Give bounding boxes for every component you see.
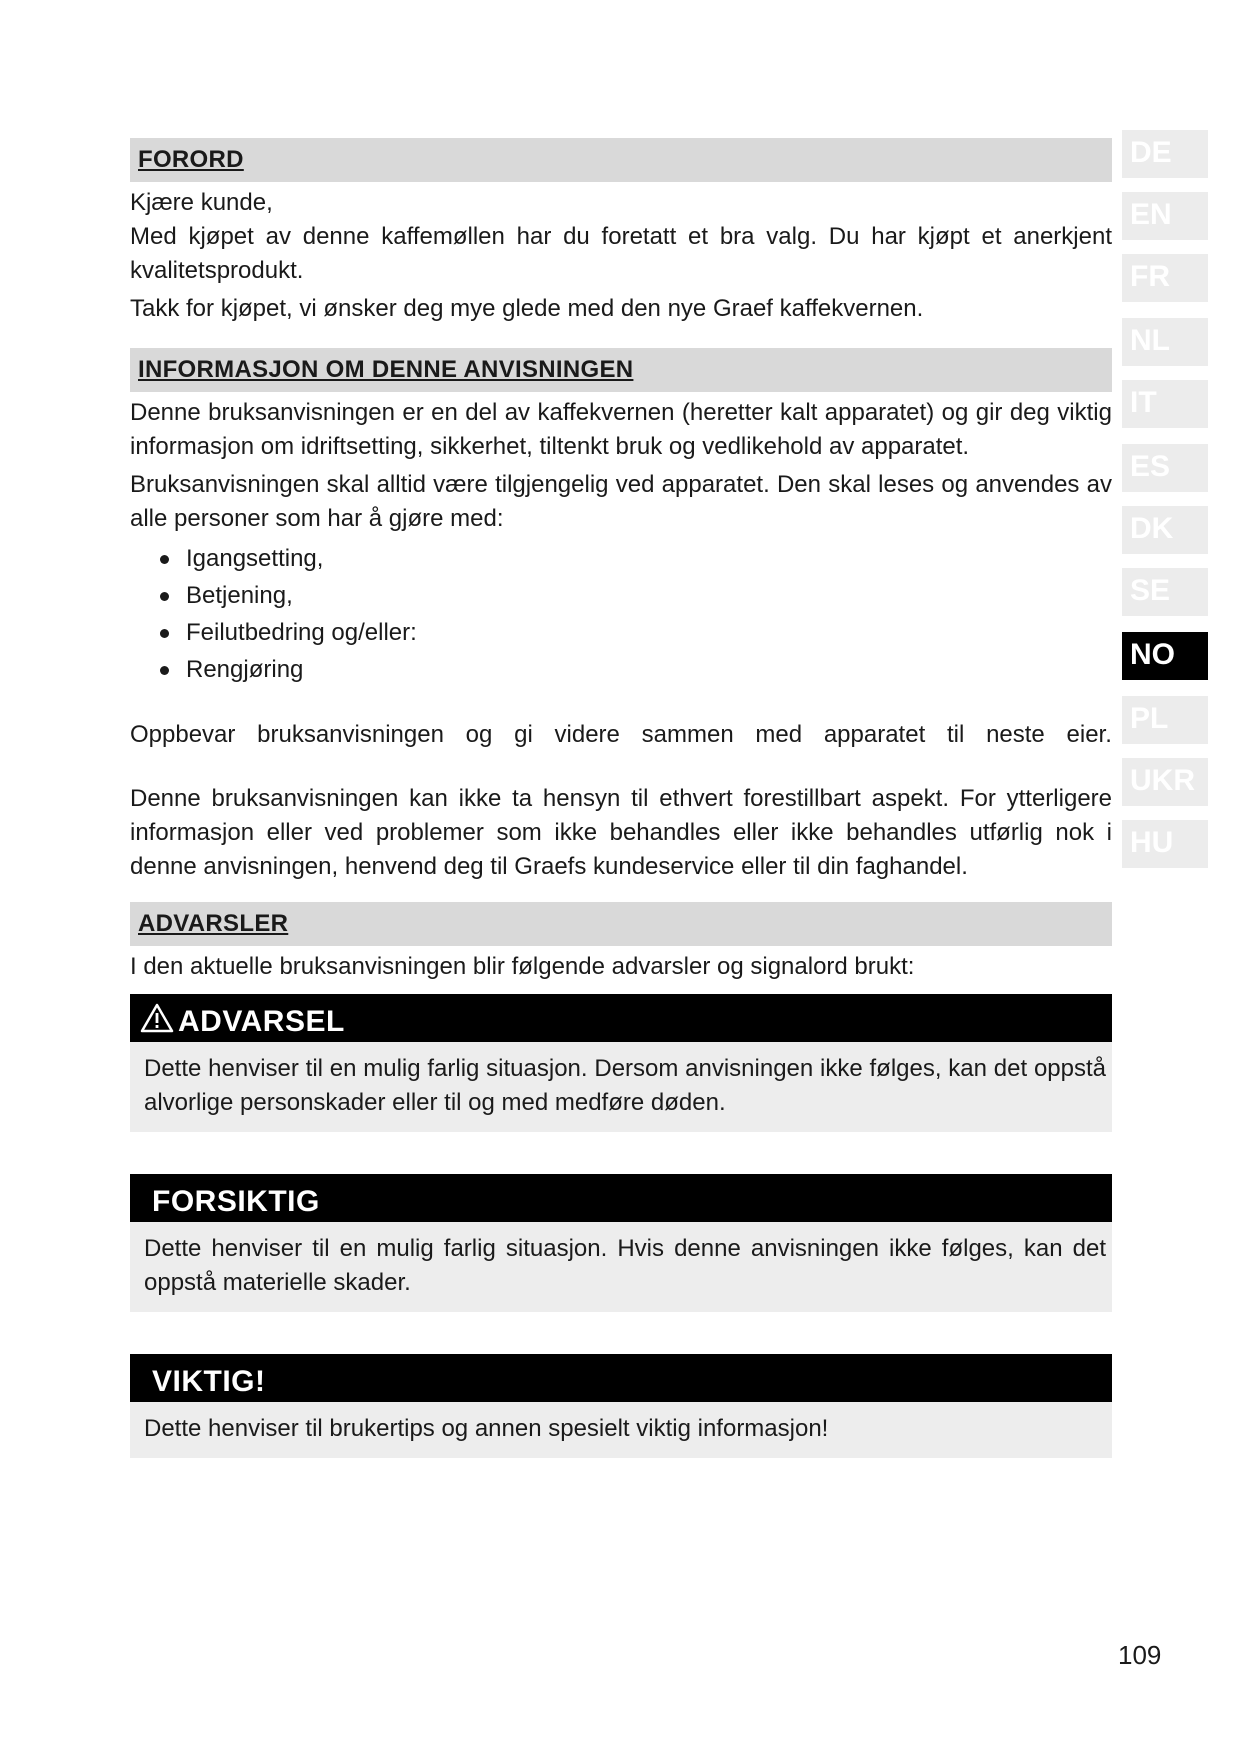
caution-box-label: FORSIKTIG [152, 1185, 320, 1218]
list-item [130, 577, 1112, 614]
list-item-text: Igangsetting, [186, 545, 324, 572]
forord-paragraph-2: Takk for kjøpet, vi ønsker deg mye glede med den nye Graef kaffekvernen. [130, 295, 924, 322]
tab-fr[interactable]: FR [1122, 254, 1208, 302]
tab-se[interactable]: SE [1122, 568, 1208, 616]
bullet-icon [160, 555, 169, 564]
page-number: 109 [1118, 1640, 1162, 1670]
word: bruksanvisningen [257, 721, 444, 748]
bullet-icon [160, 629, 169, 638]
word: neste [986, 721, 1045, 748]
word: apparatet [823, 721, 926, 748]
caution-box-header [130, 1174, 1112, 1222]
tab-es[interactable]: ES [1122, 444, 1208, 492]
word: med [755, 721, 803, 748]
caution-box-text: Dette henviser til en mulig farlig situasjon. Hvis denne anvisningen ikke følges, kan det oppstå materielle skader. [130, 1222, 1112, 1312]
warning-box [130, 994, 1112, 1132]
bullet-list [130, 540, 1112, 688]
word: gi [514, 721, 533, 748]
tab-ukr[interactable]: UKR [1122, 758, 1208, 806]
list-item-text: Rengjøring [186, 656, 304, 683]
tab-no[interactable]: NO [1122, 632, 1208, 680]
word: og [465, 721, 493, 748]
tab-dk[interactable]: DK [1122, 506, 1208, 554]
section-heading-advarsler: ADVARSLER [130, 902, 1112, 946]
tab-nl[interactable]: NL [1122, 318, 1208, 366]
warning-triangle-icon [140, 1003, 174, 1041]
tab-it[interactable]: IT [1122, 380, 1208, 428]
section-heading-forord: FORORD [130, 138, 1112, 182]
warning-box-label: ADVARSEL [178, 1005, 345, 1038]
caution-box [130, 1174, 1112, 1312]
important-box-header [130, 1354, 1112, 1402]
bullet-icon [160, 592, 169, 601]
list-item-text: Betjening, [186, 582, 293, 609]
important-box [130, 1354, 1112, 1458]
greeting-text: Kjære kunde, [130, 189, 273, 216]
list-item-text: Feilutbedring og/eller: [186, 619, 417, 646]
word: Oppbevar [130, 721, 236, 748]
info-paragraph-1: Denne bruksanvisningen er en del av kaffekvernen (heretter kalt apparatet) og gir deg viktig informasjon om idriftsetting, sikkerhet, tiltenkt bruk og vedlikehold av apparatet. [130, 399, 1112, 460]
tab-hu[interactable]: HU [1122, 820, 1208, 868]
word: eier. [1066, 721, 1112, 748]
info-paragraph-4: Denne bruksanvisningen kan ikke ta hensyn til ethvert forestillbart aspekt. For ytterligere informasjon eller ved problemer som ikke behandles eller ikke behandles utførlig nok i denne anvisningen, henvend deg til Graefs kundeservice eller til din faghandel. [130, 785, 1112, 880]
list-item [130, 614, 1112, 651]
warning-box-header [130, 994, 1112, 1042]
tab-de[interactable]: DE [1122, 130, 1208, 178]
warning-box-text: Dette henviser til en mulig farlig situasjon. Dersom anvisningen ikke følges, kan det oppstå alvorlige personskader eller til og med medføre døden. [130, 1042, 1112, 1132]
list-item [130, 540, 1112, 577]
main-content [130, 138, 1112, 1458]
bullet-icon [160, 666, 169, 675]
word: sammen [641, 721, 734, 748]
word: videre [554, 721, 620, 748]
important-box-text: Dette henviser til brukertips og annen spesielt viktig informasjon! [130, 1402, 1112, 1458]
tab-en[interactable]: EN [1122, 192, 1208, 240]
word: til [946, 721, 965, 748]
important-box-label: VIKTIG! [152, 1365, 266, 1398]
info-paragraph-3 [130, 718, 1112, 752]
section-heading-info: INFORMASJON OM DENNE ANVISNINGEN [130, 348, 1112, 392]
advarsler-intro: I den aktuelle bruksanvisningen blir følgende advarsler og signalord brukt: [130, 953, 915, 980]
list-item [130, 651, 1112, 688]
info-paragraph-2: Bruksanvisningen skal alltid være tilgjengelig ved apparatet. Den skal leses og anvendes av alle personer som har å gjøre med: [130, 471, 1112, 532]
forord-paragraph-1: Med kjøpet av denne kaffemøllen har du foretatt et bra valg. Du har kjøpt et anerkjent kvalitetsprodukt. [130, 223, 1112, 284]
tab-pl[interactable]: PL [1122, 696, 1208, 744]
